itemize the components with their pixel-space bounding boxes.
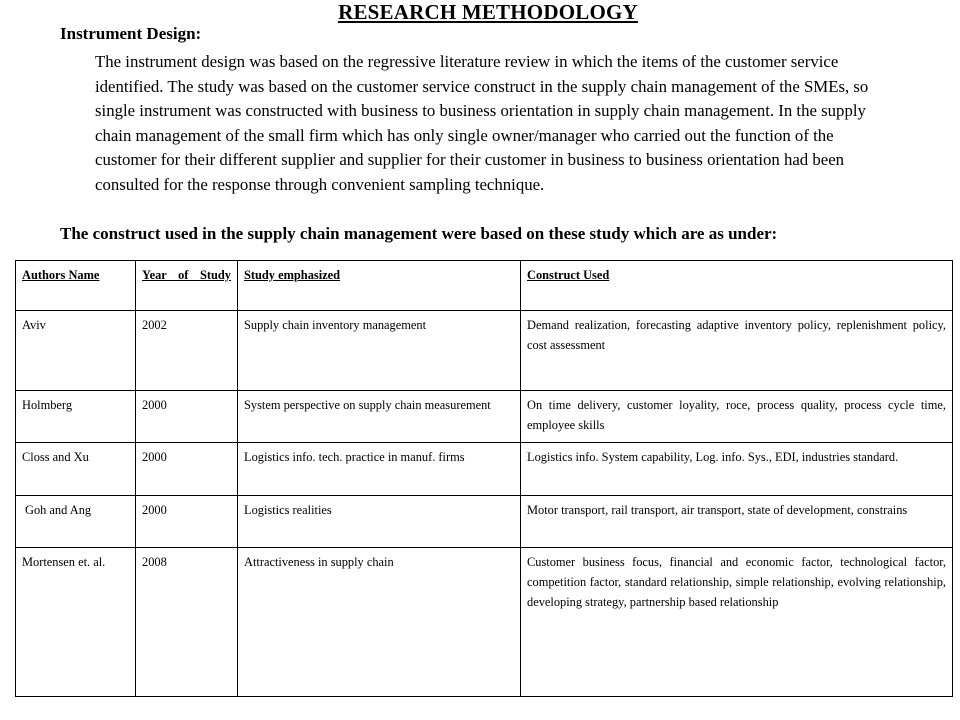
cell-year: 2008 — [136, 548, 238, 697]
cell-study: System perspective on supply chain measurement — [238, 391, 521, 443]
section-heading: Instrument Design: — [60, 24, 202, 43]
cell-author: Closs and Xu — [16, 443, 136, 496]
table-intro: The construct used in the supply chain management were based on these study which are as under: — [60, 224, 778, 243]
table-row — [16, 443, 953, 496]
cell-year: 2000 — [136, 443, 238, 496]
header-construct: Construct Used — [521, 261, 953, 311]
studies-table — [15, 260, 953, 697]
header-year: Year of Study — [136, 261, 238, 311]
cell-author: Goh and Ang — [16, 496, 136, 548]
cell-construct: Motor transport, rail transport, air transport, state of development, constrains — [521, 496, 953, 548]
cell-study: Attractiveness in supply chain — [238, 548, 521, 697]
header-study: Study emphasized — [238, 261, 521, 311]
cell-construct: On time delivery, customer loyality, roce, process quality, process cycle time, employee skills — [521, 391, 953, 443]
table-row — [16, 548, 953, 697]
cell-author: Aviv — [16, 311, 136, 391]
cell-study: Logistics realities — [238, 496, 521, 548]
cell-study: Logistics info. tech. practice in manuf. firms — [238, 443, 521, 496]
cell-author: Holmberg — [16, 391, 136, 443]
cell-year: 2002 — [136, 311, 238, 391]
page-title: RESEARCH METHODOLOGY — [338, 0, 638, 24]
cell-construct: Demand realization, forecasting adaptive inventory policy, replenishment policy, cost assessment — [521, 311, 953, 391]
table-row — [16, 391, 953, 443]
cell-construct: Customer business focus, financial and economic factor, technological factor, competition factor, standard relationship, simple relationship, evolving relationship, developing strategy, partnership based relationship — [521, 548, 953, 697]
cell-study: Supply chain inventory management — [238, 311, 521, 391]
body-paragraph: The instrument design was based on the regressive literature review in which the items of the customer service identified. The study was based on the customer service construct in the supply chain management of the SMEs, so single instrument was constructed with business to business orientation in supply chain management. In the supply chain management of the small firm which has only single owner/manager who carried out the function of the customer for their different supplier and supplier for their customer in business to business orientation had been consulted for the response through convenient sampling technique. — [95, 52, 869, 194]
cell-author: Mortensen et. al. — [16, 548, 136, 697]
table-row — [16, 311, 953, 391]
table-header-row — [16, 261, 953, 311]
cell-year: 2000 — [136, 391, 238, 443]
cell-year: 2000 — [136, 496, 238, 548]
header-authors: Authors Name — [16, 261, 136, 311]
table-row — [16, 496, 953, 548]
cell-construct: Logistics info. System capability, Log. info. Sys., EDI, industries standard. — [521, 443, 953, 496]
